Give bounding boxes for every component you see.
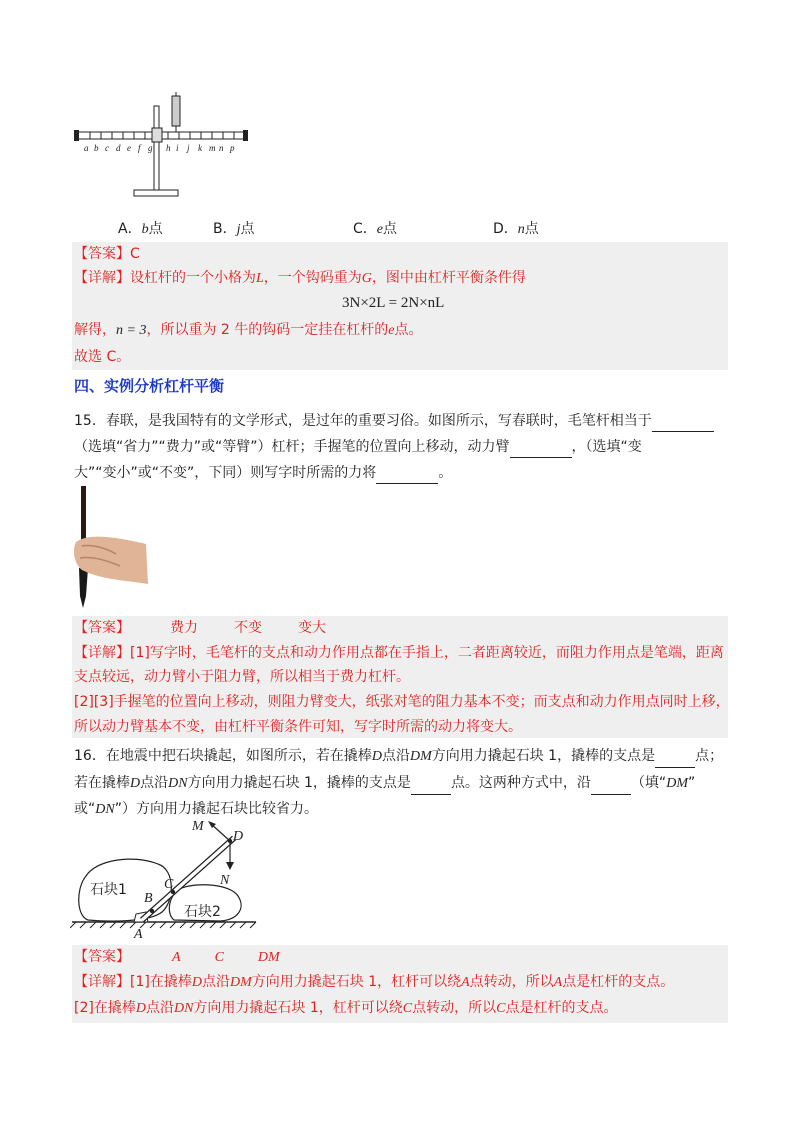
answer-blank[interactable] (655, 751, 695, 768)
section-title: 四、实例分析杠杆平衡 (74, 377, 225, 395)
detail-var: DN (173, 1001, 194, 1016)
option-suffix: 点 (383, 221, 397, 237)
detail-var: A (461, 975, 470, 990)
q14-answer-line (74, 243, 140, 265)
solve-var: e (388, 323, 395, 338)
detail-text: 点是杠杆的支点。 (505, 1000, 618, 1016)
option-letter: A． (118, 221, 142, 237)
answer-blank[interactable] (376, 467, 438, 484)
detail-text: [2]在撬棒 (74, 1000, 136, 1016)
option-a[interactable] (118, 218, 163, 238)
detail-var: C (402, 1001, 413, 1016)
detail-text: 方向用力撬起石块 1，杠杆可以绕 (251, 974, 462, 990)
option-var: e (376, 222, 383, 237)
q15-detail-line-2: 支点较远，动力臂小于阻力臂，所以相当于费力杠杆。 (74, 669, 410, 685)
option-c[interactable] (353, 218, 397, 238)
ruler-letter: f (138, 143, 141, 153)
question-text: ”）方向用力撬起石块比较省力。 (114, 801, 318, 817)
ruler-letter: m (209, 143, 216, 153)
option-var: n (517, 222, 525, 237)
detail-text: 点沿 (145, 1000, 174, 1016)
answer-value: DM (257, 950, 280, 965)
option-suffix: 点 (148, 221, 163, 237)
label-a: A (134, 927, 143, 942)
detail-var: D (191, 975, 202, 990)
ruler-letter: c (105, 143, 109, 153)
option-letter: B． (213, 221, 237, 237)
solve-text: 点。 (394, 322, 423, 338)
ruler-letter: g (148, 143, 153, 153)
question-text: 16．在地震中把石块撬起，如图所示，若在撬棒 (74, 748, 372, 764)
question-var: D (371, 749, 382, 764)
answer-blank[interactable] (411, 778, 451, 795)
q14-equation: 3N×2L = 2N×nL (342, 295, 445, 311)
q16-line-2 (74, 772, 695, 795)
option-letter: D． (493, 221, 518, 237)
detail-text: ，图中由杠杆平衡条件得 (371, 270, 526, 286)
label-n: N (220, 873, 230, 888)
detail-var: C (496, 1001, 506, 1016)
question-text: 15．春联，是我国特有的文学形式，是过年的重要习俗。如图所示，写春联时，毛笔杆相当于 (74, 413, 652, 429)
detail-var: G (361, 271, 372, 286)
answer-tag: 【答案】 (74, 620, 130, 636)
question-text: 。 (438, 465, 453, 481)
answer-blank[interactable] (652, 415, 714, 432)
answer-value: 变大 (298, 620, 326, 636)
ruler-letter: e (127, 143, 131, 153)
question-text: 方向用力撬起石块 1，撬棒的支点是 (431, 748, 656, 764)
detail-text: 点转动，所以 (469, 974, 554, 990)
answer-value: C (214, 950, 224, 965)
detail-tag: 【详解】 (74, 645, 130, 661)
ruler-letter: n (219, 143, 224, 153)
crowbar-rock-figure (70, 816, 262, 942)
detail-var: D (135, 1001, 146, 1016)
label-b: B (144, 891, 153, 906)
answer-value: 费力 (170, 620, 198, 636)
q14-solve-line (74, 319, 422, 342)
detail-text: ，一个钩码重为 (263, 270, 362, 286)
q15-line-3 (74, 462, 452, 484)
detail-text: 点沿 (201, 974, 230, 990)
detail-text: 方向用力撬起石块 1，杠杆可以绕 (193, 1000, 403, 1016)
q15-line-2 (74, 436, 642, 458)
question-text: （填“ (630, 775, 667, 791)
detail-text: [1]写字时，毛笔杆的支点和动力作用点都在手指上，二者距离较近，而阻力作用点是笔端，距离 (130, 645, 724, 661)
question-text: ，（选填“变 (571, 439, 642, 455)
solve-text: 解得， (74, 322, 116, 338)
q15-detail-line-3: [2][3]手握笔的位置向上移动，则阻力臂变大，纸张对笔的阻力基本不变；而支点和动力作用点同时上移， (74, 694, 730, 710)
label-rock-1: 石块1 (90, 882, 127, 898)
q15-answer-line (74, 617, 326, 639)
q15-detail-line-4: 所以动力臂基本不变，由杠杆平衡条件可知，写字时所需的动力将变大。 (74, 719, 522, 735)
label-m: M (192, 819, 204, 834)
ruler-letter: d (116, 143, 121, 153)
question-var: DM (666, 776, 688, 791)
ruler-letter: i (176, 143, 179, 153)
ruler-letter: h (166, 143, 171, 153)
detail-var: A (553, 975, 563, 990)
option-var: j (236, 222, 241, 237)
ruler-letter: b (94, 143, 99, 153)
option-suffix: 点 (524, 221, 539, 237)
question-text: 点。这两种方式中，沿 (450, 775, 591, 791)
question-var: D (130, 776, 141, 791)
ruler-letter: k (198, 143, 202, 153)
option-suffix: 点 (240, 221, 255, 237)
question-text: ” (687, 775, 696, 791)
detail-text: 点转动，所以 (412, 1000, 497, 1016)
detail-text: 设杠杆的一个小格为 (130, 270, 256, 286)
answer-tag: 【答案】 (74, 949, 130, 965)
ruler-letter: j (187, 143, 190, 153)
solve-text: ，所以重为 2 牛的钩码一定挂在杠杆的 (146, 322, 389, 338)
q16-answer-line (74, 946, 280, 969)
q15-line-1 (74, 410, 714, 432)
question-text: 点沿 (381, 748, 410, 764)
q14-choose-line: 故选 C。 (74, 349, 131, 365)
question-text: （选填“省力”“费力”或“等臂”）杠杆；手握笔的位置向上移动，动力臂 (74, 439, 510, 455)
answer-value: A (172, 950, 181, 965)
detail-var: L (256, 271, 264, 286)
option-b[interactable] (213, 218, 255, 238)
ruler-letter: p (230, 143, 235, 153)
label-c: C (164, 877, 174, 892)
option-d[interactable] (493, 218, 539, 238)
answer-value: 不变 (234, 620, 262, 636)
option-letter: C． (353, 221, 377, 237)
q16-detail-line-1 (74, 971, 674, 994)
answer-value: C (130, 246, 140, 262)
question-var: DN (168, 776, 188, 791)
detail-text: [1]在撬棒 (130, 974, 192, 990)
answer-blank[interactable] (510, 441, 572, 458)
solve-equation: n = 3 (116, 323, 147, 338)
detail-text: 点是杠杆的支点。 (562, 974, 675, 990)
question-text: 或“ (74, 801, 96, 817)
question-text: 点沿 (140, 775, 169, 791)
question-text: 方向用力撬起石块 1，撬棒的支点是 (187, 775, 411, 791)
detail-tag: 【详解】 (74, 974, 130, 990)
option-var: b (141, 222, 149, 237)
detail-var: DM (229, 975, 252, 990)
question-text: 大”“变小”或“不变”，下同）则写字时所需的力将 (74, 465, 377, 481)
q14-detail-line (74, 267, 526, 290)
label-d: D (233, 829, 244, 844)
label-rock-2: 石块2 (184, 904, 221, 920)
ruler-letter: a (84, 143, 89, 153)
brush-hand-figure (72, 484, 152, 610)
lever-ruler-figure (72, 92, 252, 204)
question-text: 若在撬棒 (74, 775, 130, 791)
q16-detail-line-2 (74, 997, 617, 1020)
q15-detail-line-1 (74, 642, 724, 664)
question-var: DN (95, 802, 115, 817)
detail-tag: 【详解】 (74, 270, 130, 286)
q16-line-1 (74, 745, 723, 768)
question-var: DM (409, 749, 432, 764)
answer-tag: 【答案】 (74, 246, 130, 262)
answer-blank[interactable] (591, 778, 631, 795)
question-text: 点； (695, 748, 724, 764)
